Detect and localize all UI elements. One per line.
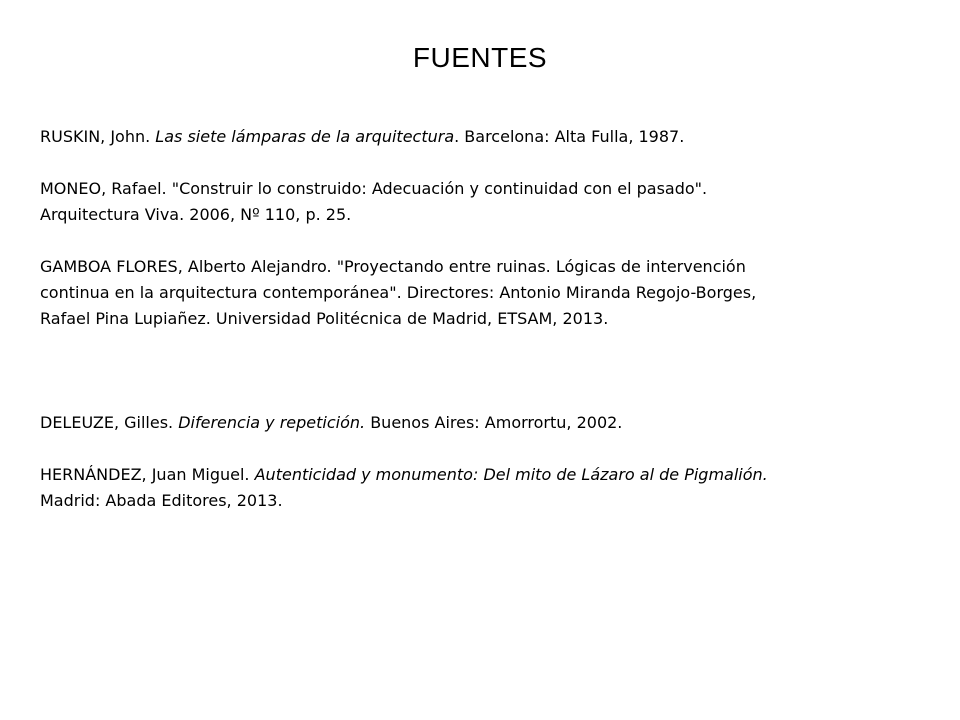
reference-work-title: Autenticidad y monumento: Del mito de Lázaro al de Pigmalión. [254,465,768,484]
reference-line: GAMBOA FLORES, Alberto Alejandro. "Proyectando entre ruinas. Lógicas de intervención [40,257,746,276]
reference-line: Arquitectura Viva. 2006, Nº 110, p. 25. [40,205,352,224]
reference-line: Rafael Pina Lupiañez. Universidad Politécnica de Madrid, ETSAM, 2013. [40,309,609,328]
reference-moneo [40,176,940,228]
reference-line: continua en la arquitectura contemporánea". Directores: Antonio Miranda Regojo-Borges, [40,283,757,302]
reference-ruskin [40,124,940,150]
reference-line [40,124,940,150]
reference-publication: Buenos Aires: Amorrortu, 2002. [365,413,623,432]
spacer [40,436,940,462]
reference-work-title: Diferencia y repetición. [178,413,366,432]
reference-line [40,410,940,436]
reference-line [40,462,940,488]
reference-author: DELEUZE, Gilles. [40,413,179,432]
reference-list [40,124,940,514]
reference-work-title: Las siete lámparas de la arquitectura [155,127,455,146]
reference-gamboa [40,254,940,332]
reference-deleuze [40,410,940,436]
page-title: FUENTES [412,42,548,73]
reference-author: HERNÁNDEZ, Juan Miguel. [40,465,255,484]
reference-line: Madrid: Abada Editores, 2013. [40,491,283,510]
spacer [40,228,940,254]
reference-line: MONEO, Rafael. "Construir lo construido: Adecuación y continuidad con el pasado". [40,179,708,198]
reference-hernandez [40,462,940,514]
reference-author: RUSKIN, John. [40,127,156,146]
spacer [40,332,940,410]
reference-publication: . Barcelona: Alta Fulla, 1987. [454,127,685,146]
spacer [40,150,940,176]
